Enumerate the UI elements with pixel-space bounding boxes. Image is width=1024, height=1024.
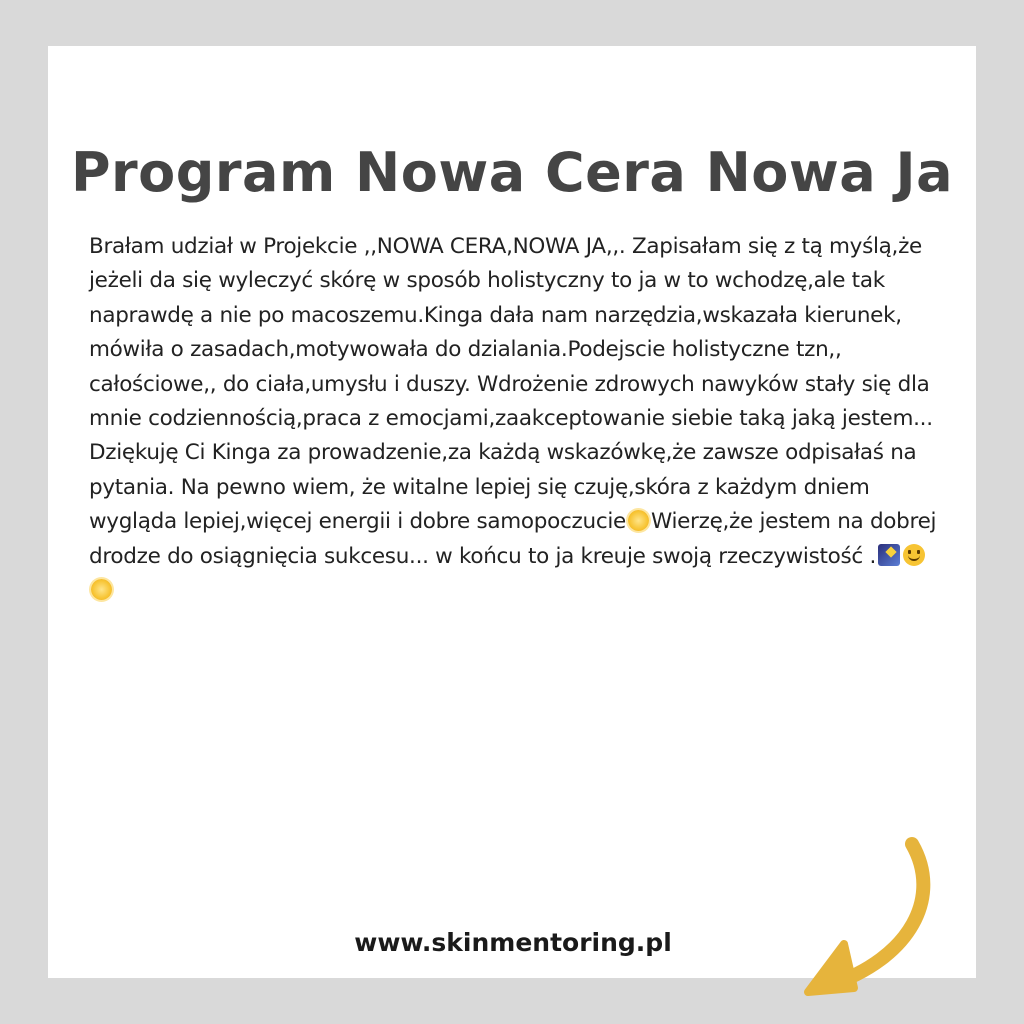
- page-title: Program Nowa Cera Nowa Ja: [70, 141, 954, 204]
- smile-emoji-icon: [903, 544, 925, 566]
- testimonial-part-2: Wierzę,że jestem na dobrej drodze do osiągnięcia sukcesu... w końcu to ja kreuje swoją rzeczywistość .: [89, 509, 937, 569]
- shooting-star-emoji-icon: [878, 544, 900, 566]
- testimonial-text: [89, 230, 949, 608]
- curved-arrow-icon: [800, 836, 940, 1001]
- sun-emoji-icon: [91, 579, 112, 600]
- website-link[interactable]: www.skinmentoring.pl: [354, 928, 672, 957]
- testimonial-card: [48, 46, 976, 978]
- sun-emoji-icon: [628, 510, 649, 531]
- testimonial-part-1: Brałam udział w Projekcie ,,NOWA CERA,NOWA JA,,. Zapisałam się z tą myślą,że jeżeli da się wyleczyć skórę w sposób holistyczny to ja w to wchodzę,ale tak naprawdę a nie po macoszemu.Kinga dała nam narzędzia,wskazała kierunek, mówiła o zasadach,motywowała do dzialania.Podejscie holistyczne tzn,, całościowe,, do ciała,umysłu i duszy. Wdrożenie zdrowych nawyków stały się dla mnie codziennością,praca z emocjami,zaakceptowanie siebie taką jaką jestem... Dziękuję Ci Kinga za prowadzenie,za każdą wskazówkę,że zawsze odpisałaś na pytania. Na pewno wiem, że witalne lepiej się czuję,skóra z każdym dniem wygląda lepiej,więcej energii i dobre samopoczucie: [89, 234, 933, 535]
